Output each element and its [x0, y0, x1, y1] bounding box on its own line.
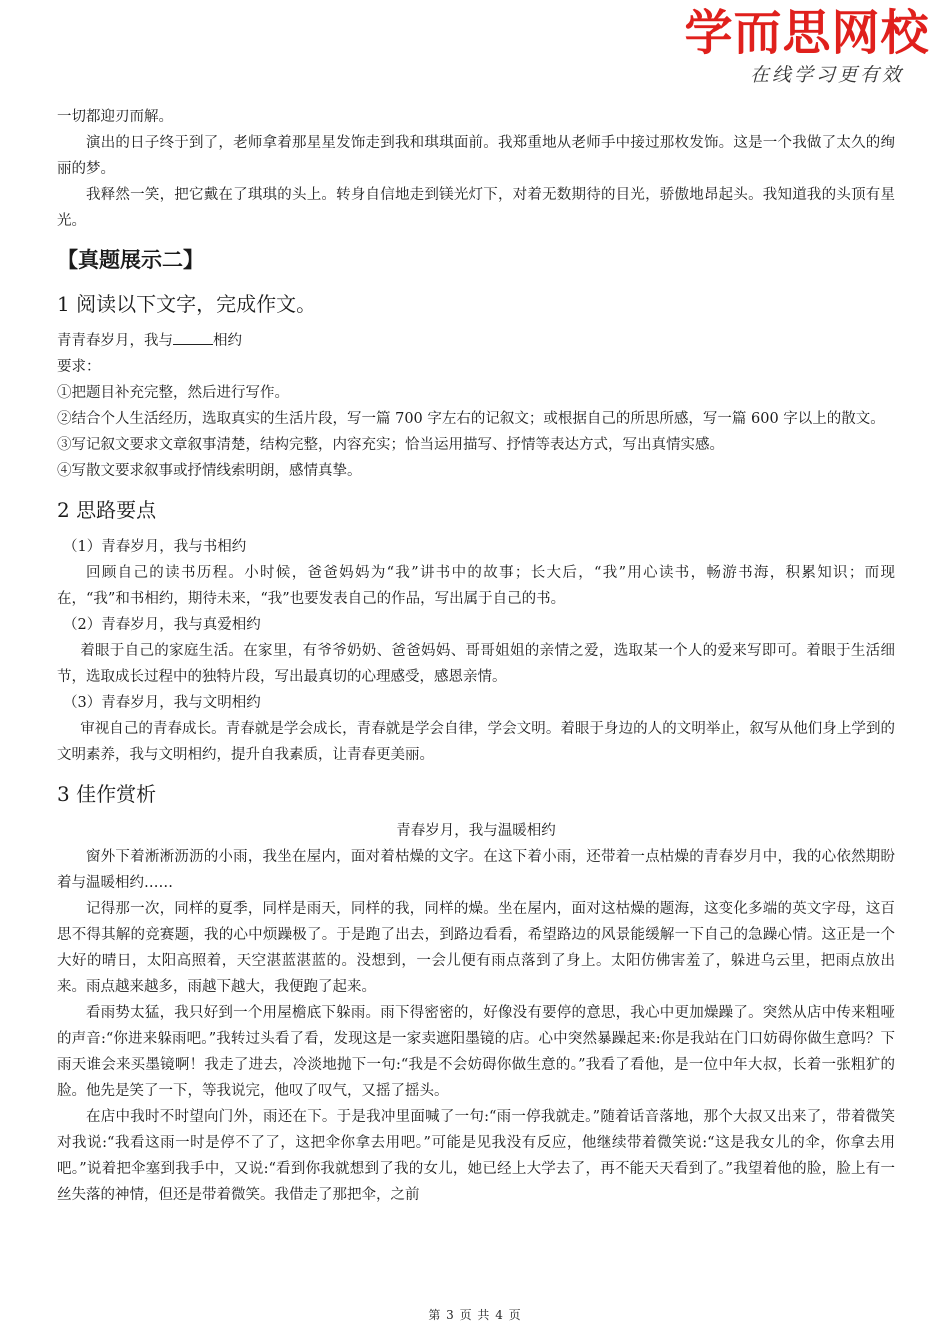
prompt-after: 相约	[213, 333, 242, 349]
idea-1-body: 回顾自己的读书历程。小时候，爸爸妈妈为“我”讲书中的故事；长大后，“我”用心读书，畅游书海，积累知识；而现在，“我”和书相约，期待未来，“我”也要发表自己的作品，写出属于自己的书。	[57, 565, 895, 607]
page-number: 第 3 页 共 4 页	[428, 1308, 522, 1322]
intro-paragraph-2: 演出的日子终于到了，老师拿着那星星发饰走到我和琪琪面前。我郑重地从老师手中接过那枚发饰。这是一个我做了太久的绚丽的梦。	[57, 135, 895, 177]
fill-blank	[173, 332, 213, 345]
essay-prompt	[57, 328, 895, 354]
requirement-1: ①把题目补充完整，然后进行写作。	[57, 385, 289, 401]
essay-title: 青春岁月，我与温暖相约	[396, 823, 556, 839]
essay-paragraph-1: 窗外下着淅淅沥沥的小雨，我坐在屋内，面对着枯燥的文字。在这下着小雨，还带着一点枯燥的青春岁月中，我的心依然期盼着与温暖相约……	[57, 849, 895, 891]
essay-paragraph-2: 记得那一次，同样的夏季，同样是雨天，同样的我，同样的燥。坐在屋内，面对这枯燥的题海，这变化多端的英文字母，这百思不得其解的竞赛题，我的心中烦躁极了。于是跑了出去，到路边看看，希望路边的风景能缓解一下自己的急躁心情。这正是一个大好的晴日，太阳高照着，天空湛蓝湛蓝的。没想到，一会儿便有雨点落到了身上。太阳仿佛害羞了，躲进乌云里，把雨点放出来。雨点越来越多，雨越下越大，我便跑了起来。	[57, 901, 895, 995]
idea-3-title: （3）青春岁月，我与文明相约	[63, 695, 261, 711]
essay-paragraph-4: 在店中我时不时望向门外，雨还在下。于是我冲里面喊了一句:“雨一停我就走。”随着话音落地，那个大叔又出来了，带着微笑对我说:“我看这雨一时是停不了了，这把伞你拿去用吧。”可能是见我没有反应，他继续带着微笑说:“这是我女儿的伞，你拿去用吧。”说着把伞塞到我手中，又说:“看到你我就想到了我的女儿，她已经上大学去了，再不能天天看到了。”我望着他的脸，脸上有一丝失落的神情，但还是带着微笑。我借走了那把伞，之前	[57, 1109, 895, 1203]
logo-slogan: 在线学习更有效	[749, 64, 904, 86]
document-body	[57, 104, 895, 1208]
idea-1-title: （1）青春岁月，我与书相约	[63, 539, 247, 555]
section-title: 【真题展示二】	[57, 247, 204, 272]
requirement-3: ③写记叙文要求文章叙事清楚，结构完整，内容充实；恰当运用描写、抒情等表达方式，写出真情实感。	[57, 437, 724, 453]
idea-3-body: 审视自己的青春成长。青春就是学会成长，青春就是学会自律，学会文明。着眼于身边的人的文明举止，叙写从他们身上学到的文明素养，我与文明相约，提升自我素质，让青春更美丽。	[57, 721, 895, 763]
part2-heading: 2 思路要点	[57, 498, 157, 522]
logo	[678, 4, 936, 87]
logo-main-text: 学而思网校	[684, 5, 930, 61]
idea-2-body: 着眼于自己的家庭生活。在家里，有爷爷奶奶、爸爸妈妈、哥哥姐姐的亲情之爱，选取某一个人的爱来写即可。着眼于生活细节，选取成长过程中的独特片段，写出最真切的心理感受，感恩亲情。	[57, 643, 895, 685]
idea-2-title: （2）青春岁月，我与真爱相约	[63, 617, 261, 633]
requirement-4: ④写散文要求叙事或抒情线索明朗，感情真挚。	[57, 463, 362, 479]
part1-heading: 1 阅读以下文字，完成作文。	[57, 292, 317, 316]
prompt-before: 青青春岁月，我与	[57, 333, 173, 349]
part3-heading: 3 佳作赏析	[57, 782, 157, 806]
essay-paragraph-3: 看雨势太猛，我只好到一个用屋檐底下躲雨。雨下得密密的，好像没有要停的意思，我心中更加燥躁了。突然从店中传来粗哑的声音:“你进来躲雨吧。”我转过头看了看，发现这是一家卖遮阳墨镜的店。心中突然暴躁起来:你是我站在门口妨碍你做生意吗？下雨天谁会来买墨镜啊！我走了进去，冷淡地抛下一句:“我是不会妨碍你做生意的。”我看了看他，是一位中年大叔，长着一张粗犷的脸。他先是笑了一下，等我说完，他叹了叹气，又摇了摇头。	[57, 1005, 895, 1099]
requirements-label: 要求：	[57, 359, 101, 375]
intro-paragraph-3: 我释然一笑，把它戴在了琪琪的头上。转身自信地走到镁光灯下，对着无数期待的目光，骄傲地昂起头。我知道我的头顶有星光。	[57, 187, 895, 229]
intro-paragraph-1: 一切都迎刃而解。	[57, 109, 173, 125]
requirement-2: ②结合个人生活经历，选取真实的生活片段，写一篇 700 字左右的记叙文；或根据自己的所思所感，写一篇 600 字以上的散文。	[57, 411, 885, 427]
